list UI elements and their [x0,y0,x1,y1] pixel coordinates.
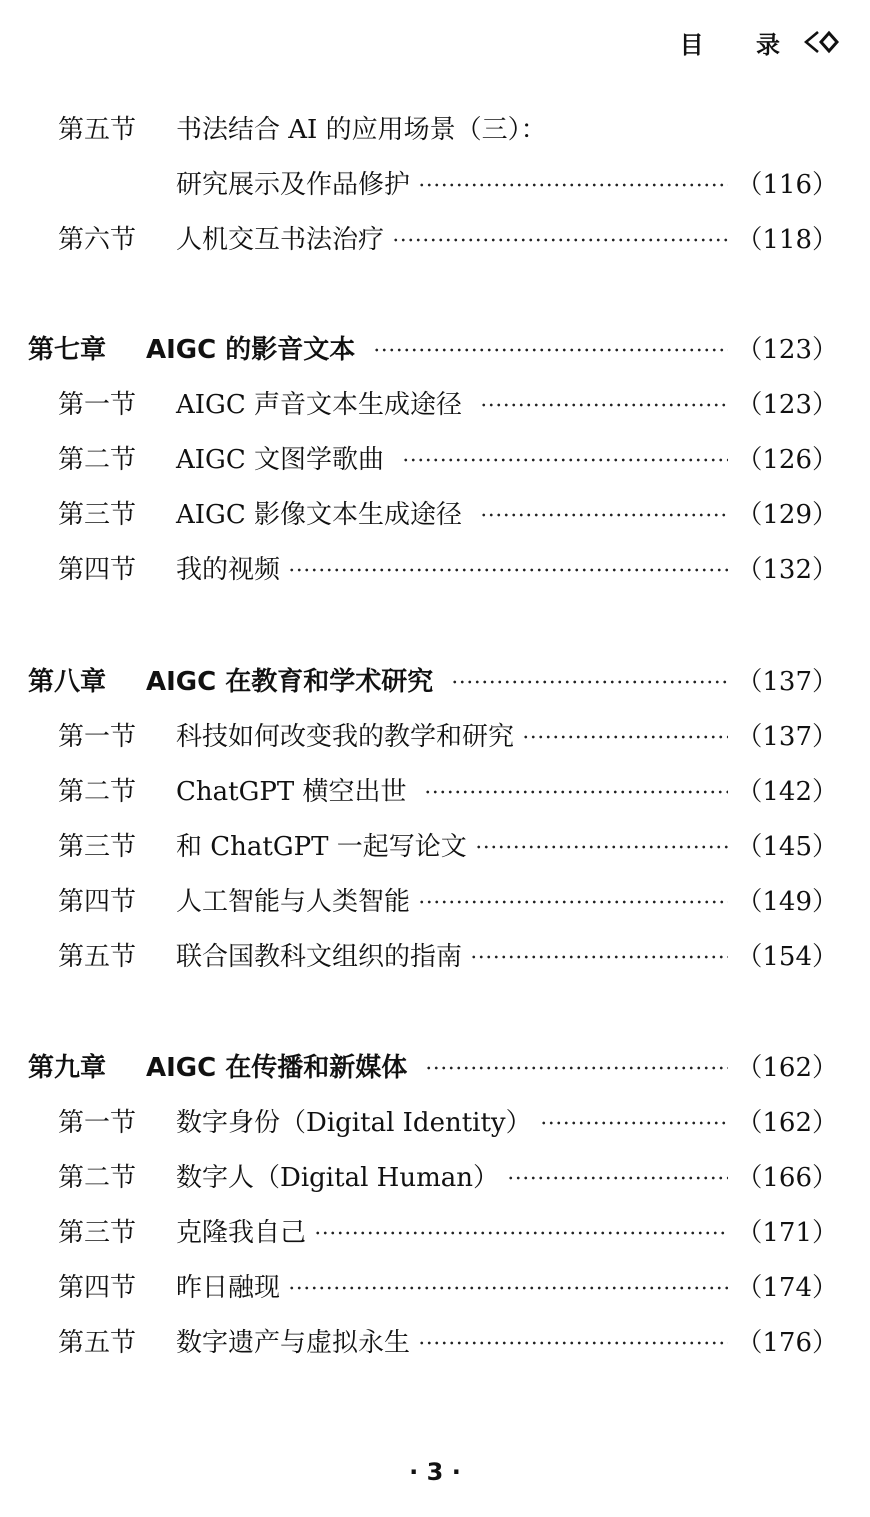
toc-page-number: （174） [736,1273,838,1303]
toc-label: 第一节 [58,390,137,420]
dot-leader [288,1283,728,1293]
toc-chapter-row[interactable] [28,662,838,702]
toc-title: 数字身份（Digital Identity） [176,1108,532,1138]
toc-chapter-row[interactable] [28,1048,838,1088]
toc-label: 第三节 [58,832,137,862]
toc-section-row[interactable] [58,385,838,425]
toc-label: 第二节 [58,1163,137,1193]
toc-page-number: （171） [736,1218,838,1248]
toc-page-number: （123） [736,335,838,365]
toc-section-row[interactable] [58,495,838,535]
toc-label: 第五节 [58,942,137,972]
toc-section-row[interactable] [58,1103,838,1143]
toc-title: 联合国教科文组织的指南 [176,942,463,972]
toc-section-row[interactable] [58,1268,838,1308]
ornament-diamond-icon [804,29,840,55]
toc-label: 第四节 [58,887,137,917]
toc-label: 第二节 [58,445,137,475]
toc-title: 书法结合 AI 的应用场景（三）： [176,115,547,145]
toc-label: 第七章 [28,335,107,365]
toc-page-number: （166） [736,1163,838,1193]
toc-section-row[interactable] [58,882,838,922]
toc-page-number: （145） [736,832,838,862]
toc-section-row[interactable] [58,1158,838,1198]
dot-leader [451,677,728,687]
toc-section-row[interactable] [58,937,838,977]
toc-title: 人工智能与人类智能 [176,887,411,917]
toc-title: AIGC 影像文本生成途径 [176,500,462,530]
toc-page-number: （162） [736,1108,838,1138]
toc-page-number: （137） [736,667,838,697]
dot-leader [373,345,728,355]
toc-page-number: （137） [736,722,838,752]
toc-section-row[interactable] [58,440,838,480]
dot-leader [475,842,729,852]
toc-title: AIGC 的影音文本 [146,335,356,365]
toc-page-number: （123） [736,390,838,420]
toc-title: AIGC 在传播和新媒体 [146,1053,408,1083]
dot-leader [392,235,728,245]
toc-label: 第二节 [58,777,137,807]
toc-label: 第五节 [58,1328,137,1358]
toc-page-number: （132） [736,555,838,585]
running-head-title: 目 录 [679,30,802,59]
toc-title: 昨日融现 [176,1273,281,1303]
toc-title: 人机交互书法治疗 [176,225,385,255]
toc-title: 我的视频 [176,555,281,585]
toc-page-number: （116） [736,170,838,200]
toc-section-row[interactable] [58,550,838,590]
dot-leader [480,510,728,520]
toc-label: 第六节 [58,225,137,255]
running-head [680,22,840,62]
dot-leader [288,565,728,575]
toc-title: 科技如何改变我的教学和研究 [176,722,515,752]
toc-section-row[interactable] [58,1323,838,1363]
toc-title: AIGC 在教育和学术研究 [146,667,434,697]
dot-leader [522,732,728,742]
toc-page-number: （118） [736,225,838,255]
toc-title: 数字遗产与虚拟永生 [176,1328,411,1358]
toc-label: 第八章 [28,667,107,697]
toc-section-row[interactable] [58,165,838,205]
toc-page-number: （129） [736,500,838,530]
toc-title: ChatGPT 横空出世 [176,777,407,807]
toc-page-number: （176） [736,1328,838,1358]
toc-section-row[interactable] [58,220,838,260]
toc-title: 数字人（Digital Human） [176,1163,499,1193]
toc-title: 研究展示及作品修护 [176,170,411,200]
toc-title: AIGC 文图学歌曲 [176,445,384,475]
dot-leader [418,180,728,190]
toc-page-number: （154） [736,942,838,972]
dot-leader [470,952,728,962]
toc-section-row[interactable] [58,110,838,150]
toc-section-row[interactable] [58,717,838,757]
toc-label: 第一节 [58,1108,137,1138]
toc-title: 克隆我自己 [176,1218,307,1248]
toc-page-number: （149） [736,887,838,917]
dot-leader [424,787,728,797]
toc-label: 第四节 [58,555,137,585]
toc-label: 第三节 [58,1218,137,1248]
toc-label: 第三节 [58,500,137,530]
toc-title: AIGC 声音文本生成途径 [176,390,462,420]
dot-leader [418,897,728,907]
toc-chapter-row[interactable] [28,330,838,370]
dot-leader [425,1063,728,1073]
toc-label: 第五节 [58,115,137,145]
toc-page-number: （126） [736,445,838,475]
dot-leader [418,1338,728,1348]
dot-leader [540,1118,729,1128]
toc-page-number: （162） [736,1053,838,1083]
dot-leader [480,400,728,410]
toc-section-row[interactable] [58,827,838,867]
toc-section-row[interactable] [58,772,838,812]
toc-label: 第一节 [58,722,137,752]
toc-section-row[interactable] [58,1213,838,1253]
toc-title: 和 ChatGPT 一起写论文 [176,832,467,862]
dot-leader [402,455,728,465]
dot-leader [507,1173,728,1183]
dot-leader [314,1228,728,1238]
toc-label: 第四节 [58,1273,137,1303]
toc-page-number: （142） [736,777,838,807]
toc-label: 第九章 [28,1053,107,1083]
page-number: · 3 · [409,1458,461,1486]
